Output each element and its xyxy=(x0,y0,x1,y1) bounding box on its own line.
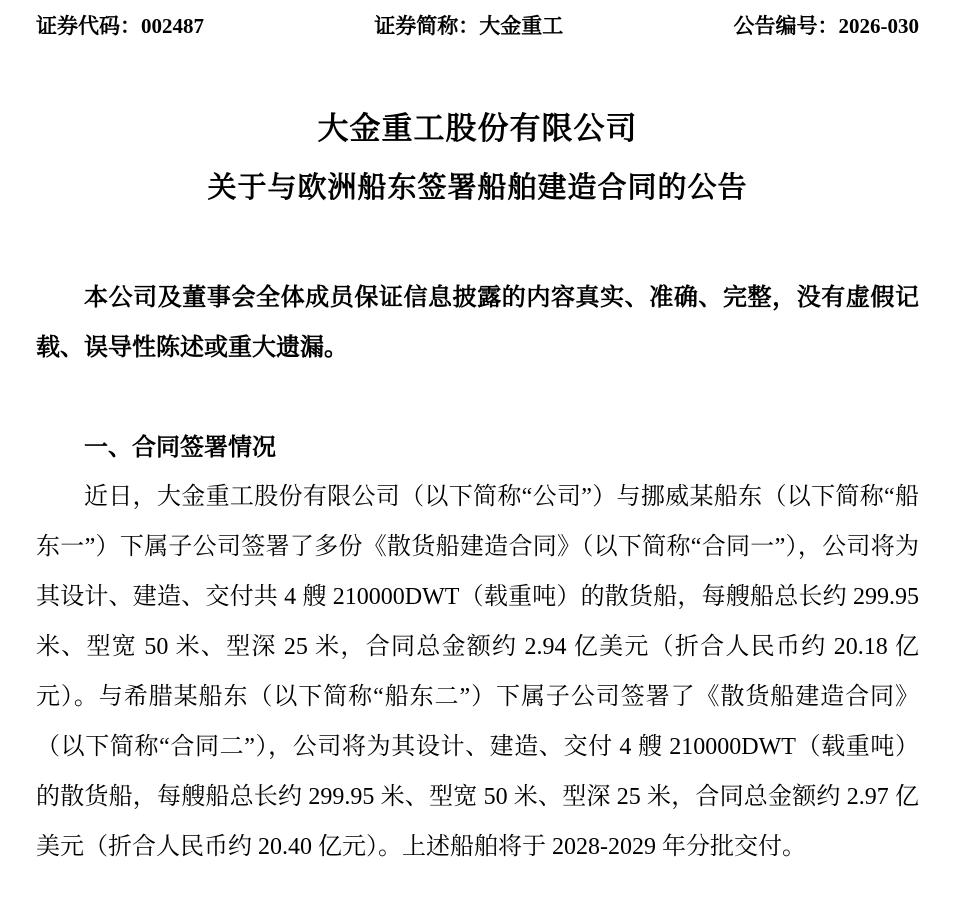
announcement-number: 公告编号：2026-030 xyxy=(733,14,919,38)
securities-name: 证券简称：大金重工 xyxy=(374,14,564,38)
section-heading-contract-signing: 一、合同签署情况 xyxy=(84,435,276,461)
announcement-title: 关于与欧洲船东签署船舶建造合同的公告 xyxy=(207,172,748,204)
disclaimer-paragraph: 本公司及董事会全体成员保证信息披露的内容真实、准确、完整，没有虚假记载、误导性陈述或重大遗漏。 xyxy=(36,285,919,361)
company-title: 大金重工股份有限公司 xyxy=(317,111,638,146)
securities-header xyxy=(36,12,919,40)
contract-details-paragraph: 近日，大金重工股份有限公司（以下简称“公司”）与挪威某船东（以下简称“船东一”）下属子公司签署了多份《散货船建造合同》（以下简称“合同一”），公司将为其设计、建造、交付共 4 艘 210000DWT（载重吨）的散货船，每艘船总长约 299.95 米、型宽 50 米、型深 25 米，合同总金额约 2.94 亿美元（折合人民币约 20.18 亿元）。与希腊某船东（以下简称“船东二”）下属子公司签署了《散货船建造合同》（以下简称“合同二”），公司将为其设计、建造、交付 4 艘 210000DWT（载重吨）的散货船，每艘船总长约 299.95 米、型宽 50 米、型深 25 米，合同总金额约 2.97 亿美元（折合人民币约 20.40 亿元）。上述船舶将于 2028-2029 年分批交付。 xyxy=(36,484,919,860)
securities-code: 证券代码：002487 xyxy=(36,14,204,38)
